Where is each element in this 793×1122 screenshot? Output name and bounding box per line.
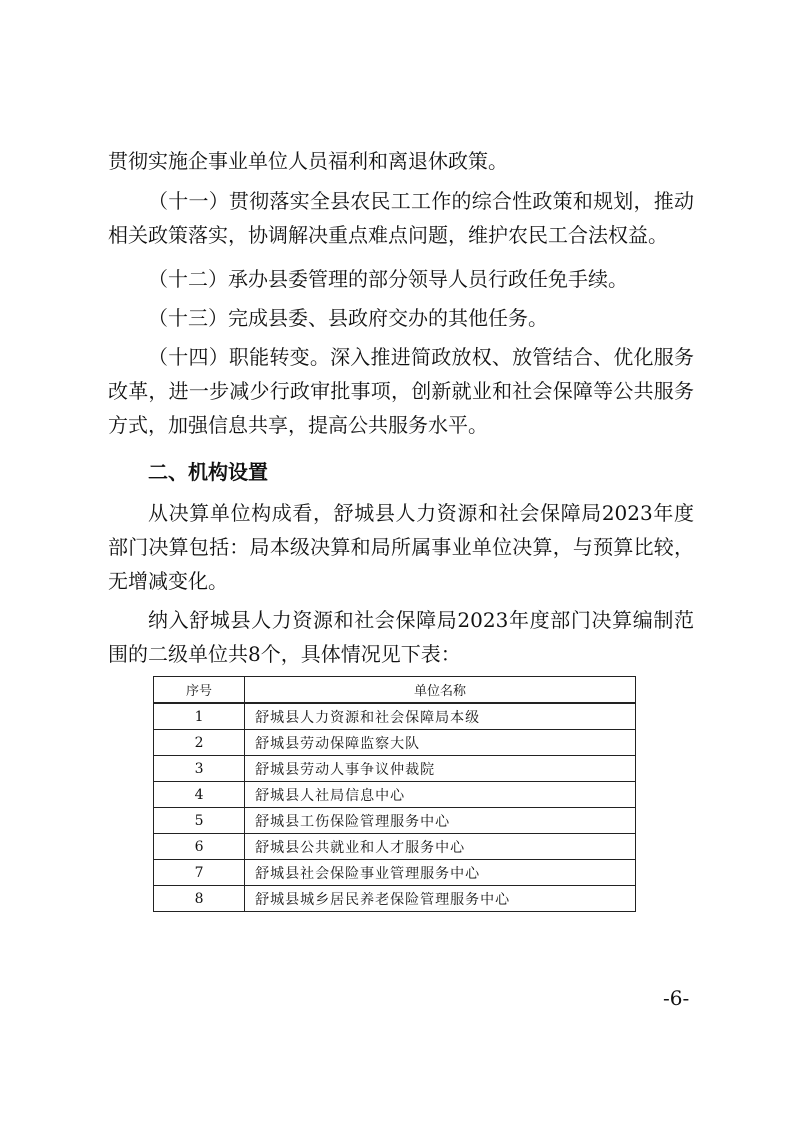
table-row <box>154 703 636 730</box>
table-row <box>154 782 636 808</box>
row-serial-number: 6 <box>154 834 245 860</box>
row-unit-name: 舒城县社会保险事业管理服务中心 <box>245 860 636 886</box>
table-row <box>154 860 636 886</box>
row-unit-name: 舒城县城乡居民养老保险管理服务中心 <box>245 886 636 912</box>
row-unit-name: 舒城县工伤保险管理服务中心 <box>245 808 636 834</box>
header-unit-name: 单位名称 <box>245 677 636 704</box>
paragraph-item-11: （十一）贯彻落实全县农民工工作的综合性政策和规划，推动相关政策落实，协调解决重点难点问题，维护农民工合法权益。 <box>108 189 694 247</box>
row-unit-name: 舒城县人社局信息中心 <box>245 782 636 808</box>
table-row <box>154 808 636 834</box>
paragraph-welfare-policy: 贯彻实施企事业单位人员福利和离退休政策。 <box>108 149 508 173</box>
table-row <box>154 886 636 912</box>
row-serial-number: 4 <box>154 782 245 808</box>
paragraph-unit-count: 纳入舒城县人力资源和社会保障局2023年度部门决算编制范围的二级单位共8个，具体情况见下表： <box>108 608 694 666</box>
row-serial-number: 8 <box>154 886 245 912</box>
paragraph-item-14: （十四）职能转变。深入推进简政放权、放管结合、优化服务改革，进一步减少行政审批事项，创新就业和社会保障等公共服务方式，加强信息共享，提高公共服务水平。 <box>108 345 694 437</box>
table-header-row <box>154 677 636 704</box>
table-row <box>154 834 636 860</box>
header-serial-number: 序号 <box>154 677 245 704</box>
row-serial-number: 1 <box>154 703 245 730</box>
row-serial-number: 2 <box>154 730 245 756</box>
paragraph-unit-composition: 从决算单位构成看，舒城县人力资源和社会保障局2023年度部门决算包括：局本级决算和局所属事业单位决算，与预算比较，无增减变化。 <box>108 501 694 593</box>
table-row <box>154 730 636 756</box>
paragraph-item-13: （十三）完成县委、县政府交办的其他任务。 <box>148 306 548 330</box>
row-unit-name: 舒城县公共就业和人才服务中心 <box>245 834 636 860</box>
paragraph-item-12: （十二）承办县委管理的部分领导人员行政任免手续。 <box>148 267 628 291</box>
row-unit-name: 舒城县劳动人事争议仲裁院 <box>245 756 636 782</box>
table-row <box>154 756 636 782</box>
row-serial-number: 5 <box>154 808 245 834</box>
row-unit-name: 舒城县人力资源和社会保障局本级 <box>245 703 636 730</box>
section-heading-organization: 二、机构设置 <box>148 460 268 484</box>
units-table <box>153 676 636 912</box>
row-serial-number: 3 <box>154 756 245 782</box>
row-unit-name: 舒城县劳动保障监察大队 <box>245 730 636 756</box>
page-number: -6- <box>663 986 690 1010</box>
row-serial-number: 7 <box>154 860 245 886</box>
